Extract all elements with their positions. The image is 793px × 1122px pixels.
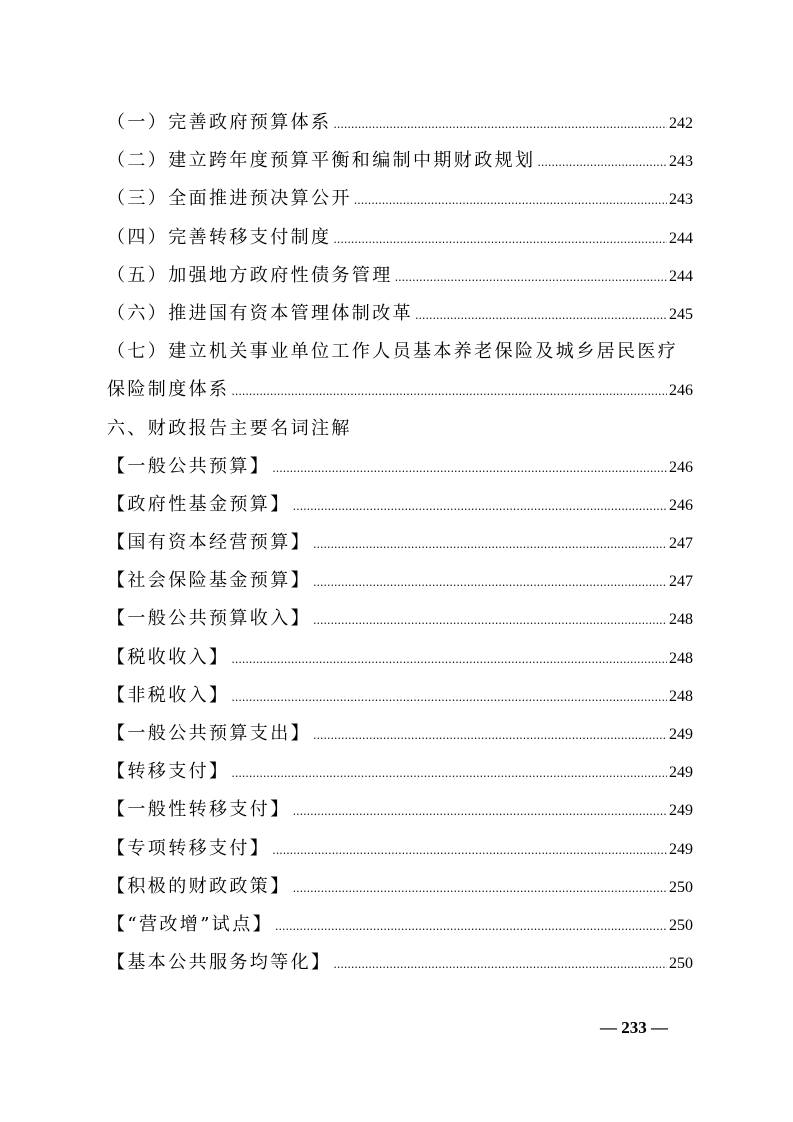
page-number: — 233 — — [600, 1018, 668, 1037]
toc-entry-page: 242 — [669, 115, 693, 132]
section-heading: 六、财政报告主要名词注解 — [107, 417, 352, 439]
toc-entry[interactable] — [107, 486, 693, 524]
toc-entry[interactable] — [107, 257, 693, 295]
toc-entry-page: 247 — [669, 573, 693, 591]
toc-entry[interactable] — [107, 448, 693, 486]
toc-entry[interactable] — [107, 600, 693, 638]
dot-leader — [293, 870, 667, 908]
toc-entry[interactable] — [107, 906, 693, 944]
toc-entry[interactable] — [107, 219, 693, 257]
toc-entry[interactable] — [107, 562, 693, 600]
toc-section-heading[interactable] — [107, 410, 693, 448]
toc-entry-first-line[interactable] — [107, 333, 693, 371]
toc-entry-title: 【一般公共预算收入】 — [107, 608, 311, 630]
toc-entry[interactable] — [107, 868, 693, 906]
toc-entry[interactable] — [107, 677, 693, 715]
dot-leader — [293, 793, 667, 831]
toc-entry-page: 248 — [669, 649, 693, 667]
dot-leader — [231, 679, 667, 717]
toc-entry-title: （四）完善转移支付制度 — [107, 226, 332, 248]
dot-leader — [537, 144, 667, 182]
dot-leader — [333, 106, 667, 144]
toc-entry[interactable] — [107, 830, 693, 868]
toc-entry-title: （五）加强地方政府性债务管理 — [107, 264, 393, 286]
table-of-contents — [107, 104, 693, 982]
toc-entry-page: 248 — [669, 687, 693, 705]
toc-entry-page: 250 — [669, 955, 693, 973]
toc-entry-title: 保险制度体系 — [107, 379, 230, 401]
toc-entry-title: 【政府性基金预算】 — [107, 493, 291, 515]
toc-entry[interactable] — [107, 944, 693, 982]
toc-entry[interactable] — [107, 715, 693, 753]
toc-entry-title: 【“营改增”试点】 — [107, 913, 274, 935]
toc-entry[interactable] — [107, 639, 693, 677]
dot-leader — [313, 602, 667, 640]
toc-entry[interactable] — [107, 180, 693, 218]
toc-entry-title: 【一般公共预算支出】 — [107, 723, 311, 744]
toc-entry-page: 245 — [669, 305, 693, 323]
dot-leader — [395, 259, 667, 297]
toc-entry[interactable] — [107, 753, 693, 791]
dot-leader — [313, 717, 667, 755]
toc-entry-title: 【一般公共预算】 — [107, 455, 271, 477]
dot-leader — [313, 526, 667, 564]
toc-entry-page: 249 — [669, 840, 693, 858]
toc-entry-page: 250 — [669, 878, 693, 896]
dot-leader — [272, 832, 667, 870]
dot-leader — [275, 908, 667, 946]
toc-entry-title: （六）推进国有资本管理体制改革 — [107, 302, 413, 324]
toc-entry-page: 249 — [669, 764, 693, 782]
toc-entry-title: 【转移支付】 — [107, 761, 230, 783]
toc-entry-page: 249 — [669, 726, 693, 743]
toc-entry[interactable] — [107, 142, 693, 180]
toc-entry-page: 246 — [669, 382, 693, 400]
toc-entry-title: 【积极的财政政策】 — [107, 875, 291, 897]
dot-leader — [231, 373, 667, 411]
toc-entry-page: 244 — [669, 267, 693, 285]
toc-entry-page: 246 — [669, 496, 693, 514]
toc-entry-page: 248 — [669, 611, 693, 629]
toc-entry-title: 【税收收入】 — [107, 646, 230, 668]
dot-leader — [415, 297, 667, 335]
toc-entry-page: 243 — [669, 191, 693, 209]
toc-entry-title: 【专项转移支付】 — [107, 837, 271, 859]
dot-leader — [272, 450, 667, 488]
toc-entry-title: （二）建立跨年度预算平衡和编制中期财政规划 — [107, 150, 536, 172]
dot-leader — [354, 182, 667, 220]
dot-leader — [333, 221, 667, 259]
toc-entry-title: 【非税收入】 — [107, 684, 230, 706]
dot-leader — [333, 946, 667, 984]
toc-entry-page: 250 — [669, 916, 693, 934]
toc-entry-title: 【社会保险基金预算】 — [107, 570, 311, 592]
toc-entry-title: 【一般性转移支付】 — [107, 799, 291, 821]
toc-entry-title: 【基本公共服务均等化】 — [107, 952, 332, 974]
toc-entry-title: （七）建立机关事业单位工作人员基本养老保险及城乡居民医疗 — [107, 341, 679, 363]
toc-entry[interactable] — [107, 791, 693, 829]
toc-entry[interactable] — [107, 524, 693, 562]
toc-entry-page: 244 — [669, 229, 693, 247]
toc-entry-title: （三）全面推进预决算公开 — [107, 188, 352, 210]
dot-leader — [293, 488, 667, 526]
toc-entry-page: 246 — [669, 458, 693, 476]
toc-entry-page: 249 — [669, 802, 693, 820]
toc-entry-title: 【国有资本经营预算】 — [107, 532, 311, 554]
dot-leader — [313, 564, 667, 602]
dot-leader — [231, 755, 667, 793]
toc-entry-continuation[interactable] — [107, 371, 693, 409]
toc-entry-title: （一）完善政府预算体系 — [107, 112, 332, 133]
dot-leader — [231, 641, 667, 679]
toc-entry[interactable] — [107, 104, 693, 142]
toc-entry-page: 247 — [669, 535, 693, 553]
toc-entry-page: 243 — [669, 153, 693, 171]
toc-entry[interactable] — [107, 295, 693, 333]
